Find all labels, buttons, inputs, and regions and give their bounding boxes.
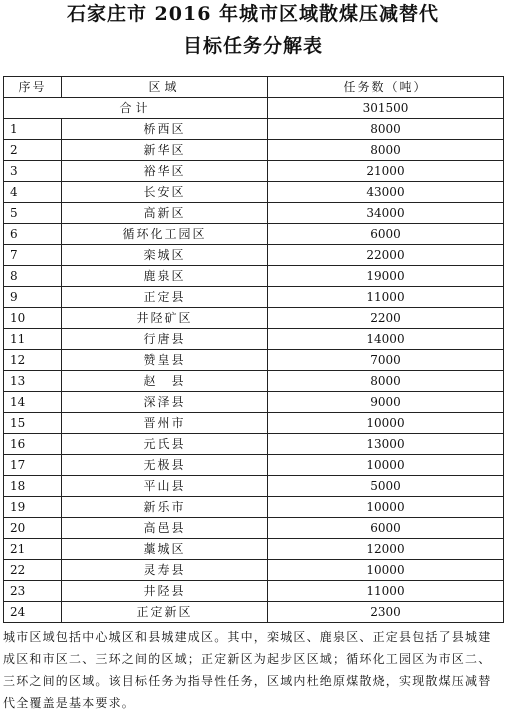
row-index: 12 xyxy=(4,350,62,371)
row-tasks: 11000 xyxy=(268,581,504,602)
row-index: 21 xyxy=(4,539,62,560)
table-header-row xyxy=(4,77,504,98)
total-label: 合计 xyxy=(4,98,268,119)
row-index: 7 xyxy=(4,245,62,266)
row-index: 20 xyxy=(4,518,62,539)
row-region: 正定县 xyxy=(62,287,268,308)
row-tasks: 8000 xyxy=(268,371,504,392)
table-row xyxy=(4,497,504,518)
row-tasks: 2300 xyxy=(268,602,504,623)
row-index: 5 xyxy=(4,203,62,224)
row-index: 1 xyxy=(4,119,62,140)
row-tasks: 14000 xyxy=(268,329,504,350)
row-region: 无极县 xyxy=(62,455,268,476)
row-tasks: 7000 xyxy=(268,350,504,371)
row-region: 循环化工园区 xyxy=(62,224,268,245)
row-index: 22 xyxy=(4,560,62,581)
row-region: 裕华区 xyxy=(62,161,268,182)
row-index: 6 xyxy=(4,224,62,245)
task-breakdown-table xyxy=(3,76,504,623)
row-tasks: 11000 xyxy=(268,287,504,308)
row-index: 2 xyxy=(4,140,62,161)
row-region: 井陉县 xyxy=(62,581,268,602)
row-tasks: 10000 xyxy=(268,413,504,434)
table-row xyxy=(4,119,504,140)
row-region: 深泽县 xyxy=(62,392,268,413)
table-row xyxy=(4,413,504,434)
total-value: 301500 xyxy=(268,98,504,119)
row-region: 赵 县 xyxy=(62,371,268,392)
header-region: 区域 xyxy=(62,77,268,98)
row-index: 15 xyxy=(4,413,62,434)
row-index: 19 xyxy=(4,497,62,518)
row-tasks: 5000 xyxy=(268,476,504,497)
table-row xyxy=(4,308,504,329)
row-tasks: 6000 xyxy=(268,224,504,245)
row-index: 3 xyxy=(4,161,62,182)
table-row xyxy=(4,140,504,161)
row-region: 井陉矿区 xyxy=(62,308,268,329)
row-region: 平山县 xyxy=(62,476,268,497)
table-row xyxy=(4,329,504,350)
table-row xyxy=(4,266,504,287)
table-row xyxy=(4,161,504,182)
row-index: 10 xyxy=(4,308,62,329)
row-tasks: 8000 xyxy=(268,140,504,161)
row-region: 鹿泉区 xyxy=(62,266,268,287)
row-index: 4 xyxy=(4,182,62,203)
row-tasks: 34000 xyxy=(268,203,504,224)
row-index: 23 xyxy=(4,581,62,602)
row-region: 元氏县 xyxy=(62,434,268,455)
table-row xyxy=(4,371,504,392)
row-region: 桥西区 xyxy=(62,119,268,140)
row-index: 11 xyxy=(4,329,62,350)
table-row xyxy=(4,581,504,602)
table-row xyxy=(4,434,504,455)
table-row xyxy=(4,182,504,203)
row-region: 行唐县 xyxy=(62,329,268,350)
document-title-line-1: 石家庄市 2016 年城市区域散煤压减替代 xyxy=(66,3,440,25)
row-region: 藁城区 xyxy=(62,539,268,560)
table-row xyxy=(4,392,504,413)
row-index: 24 xyxy=(4,602,62,623)
row-region: 栾城区 xyxy=(62,245,268,266)
table-row xyxy=(4,476,504,497)
row-index: 8 xyxy=(4,266,62,287)
total-row xyxy=(4,98,504,119)
table-row xyxy=(4,287,504,308)
row-region: 高新区 xyxy=(62,203,268,224)
footnote: 城市区域包括中心城区和县城建成区。其中，栾城区、鹿泉区、正定县包括了县城建成区和市区二、三环之间的区域；正定新区为起步区区域；循环化工园区为市区二、三环之间的区域。该目标任务为指导性任务，区域内杜绝原煤散烧，实现散煤压减替代全覆盖是基本要求。 xyxy=(3,630,492,710)
row-index: 14 xyxy=(4,392,62,413)
row-tasks: 43000 xyxy=(268,182,504,203)
table-row xyxy=(4,539,504,560)
row-tasks: 19000 xyxy=(268,266,504,287)
table-row xyxy=(4,602,504,623)
row-region: 灵寿县 xyxy=(62,560,268,581)
row-tasks: 21000 xyxy=(268,161,504,182)
row-tasks: 6000 xyxy=(268,518,504,539)
row-index: 13 xyxy=(4,371,62,392)
table-row xyxy=(4,203,504,224)
table-row xyxy=(4,245,504,266)
table-row xyxy=(4,224,504,245)
row-region: 正定新区 xyxy=(62,602,268,623)
row-tasks: 2200 xyxy=(268,308,504,329)
row-index: 16 xyxy=(4,434,62,455)
row-region: 新乐市 xyxy=(62,497,268,518)
row-tasks: 22000 xyxy=(268,245,504,266)
table-row xyxy=(4,518,504,539)
table-row xyxy=(4,455,504,476)
row-index: 9 xyxy=(4,287,62,308)
row-region: 长安区 xyxy=(62,182,268,203)
row-region: 新华区 xyxy=(62,140,268,161)
table-row xyxy=(4,350,504,371)
row-tasks: 10000 xyxy=(268,455,504,476)
row-tasks: 8000 xyxy=(268,119,504,140)
row-region: 赞皇县 xyxy=(62,350,268,371)
row-tasks: 12000 xyxy=(268,539,504,560)
row-tasks: 10000 xyxy=(268,560,504,581)
row-tasks: 13000 xyxy=(268,434,504,455)
row-index: 18 xyxy=(4,476,62,497)
row-region: 晋州市 xyxy=(62,413,268,434)
row-region: 高邑县 xyxy=(62,518,268,539)
header-tasks: 任务数（吨） xyxy=(268,77,504,98)
document-title-line-2: 目标任务分解表 xyxy=(182,35,323,57)
row-tasks: 10000 xyxy=(268,497,504,518)
header-index: 序号 xyxy=(4,77,62,98)
row-tasks: 9000 xyxy=(268,392,504,413)
table-row xyxy=(4,560,504,581)
row-index: 17 xyxy=(4,455,62,476)
